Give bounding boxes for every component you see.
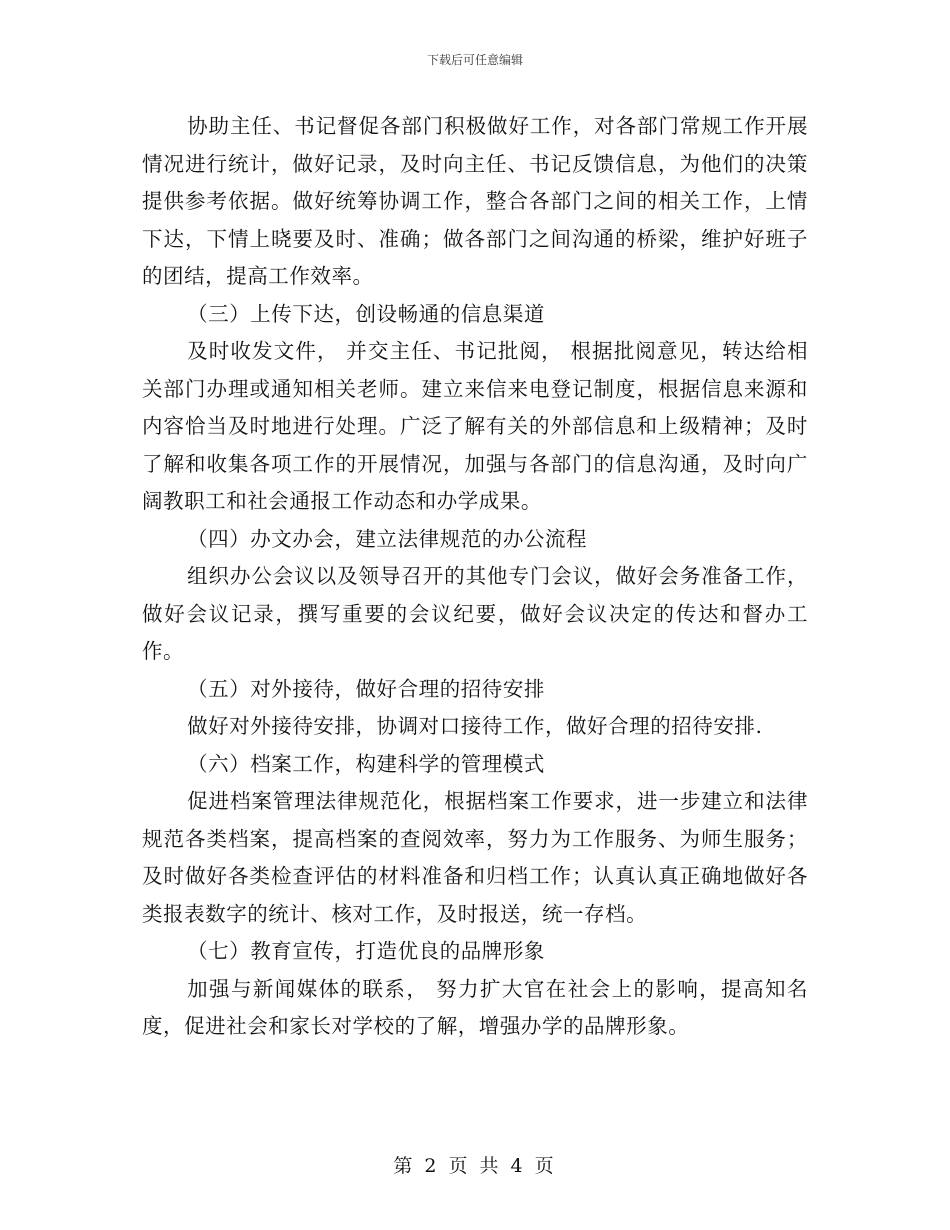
page-header: 下载后可任意编辑 (426, 53, 523, 67)
document-body (142, 108, 808, 1046)
body-paragraph: 及时收发文件， 并交主任、书记批阅， 根据批阅意见，转达给相关部门办理或通知相关老师。建立来信来电登记制度，根据信息来源和内容恰当及时地进行处理。广泛了解有关的外部信息和上级精神；及时了解和收集各项工作的开展情况，加强与各部门的信息沟通，及时向广阔教职工和社会通报工作动态和办学成果。 (142, 339, 808, 513)
body-paragraph: 促进档案管理法律规范化，根据档案工作要求，进一步建立和法律规范各类档案，提高档案的查阅效率，努力为工作服务、为师生服务；及时做好各类检查评估的材料准备和归档工作；认真认真正确地做好各类报表数字的统计、核对工作，及时报送，统一存档。 (142, 789, 808, 926)
section-heading: （四）办文办会，建立法律规范的办公流程 (187, 526, 588, 551)
body-paragraph: 做好对外接待安排，协调对口接待工作，做好合理的招待安排. (187, 714, 763, 738)
section-heading: （三）上传下达，创设畅通的信息渠道 (187, 301, 545, 326)
section-heading: （五）对外接待，做好合理的招待安排 (187, 676, 545, 701)
section-heading: （七）教育宣传，打造优良的品牌形象 (187, 939, 545, 963)
body-paragraph: 协助主任、书记督促各部门积极做好工作，对各部门常规工作开展情况进行统计，做好记录，及时向主任、书记反馈信息，为他们的决策提供参考依据。做好统筹协调工作，整合各部门之间的相关工作，上情下达，下情上晓要及时、准确；做各部门之间沟通的桥梁，维护好班子的团结，提高工作效率。 (142, 114, 808, 288)
section-heading: （六）档案工作，构建科学的管理模式 (187, 751, 545, 776)
page-footer: 第 2 页 共 4 页 (393, 1155, 557, 1177)
body-paragraph: 组织办公会议以及领导召开的其他专门会议，做好会务准备工作，做好会议记录，撰写重要的会议纪要，做好会议决定的传达和督办工作。 (142, 564, 808, 663)
body-paragraph: 加强与新闻媒体的联系， 努力扩大官在社会上的影响，提高知名度，促进社会和家长对学校的了解，增强办学的品牌形象。 (142, 976, 808, 1038)
